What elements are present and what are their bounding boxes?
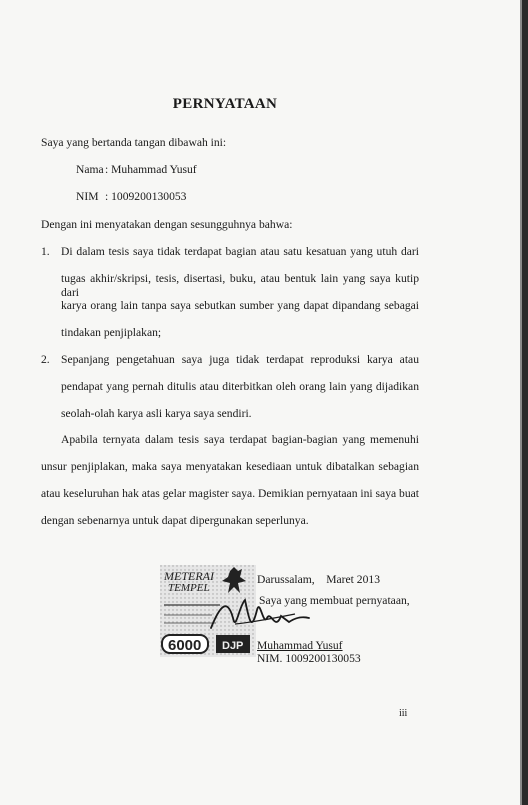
list-item-line: karya orang lain tanpa saya sebutkan sumber yang dapat dipandang sebagai (61, 299, 419, 312)
nim-value: : 1009200130053 (105, 190, 187, 203)
list-item-line: pendapat yang pernah ditulis atau diterbitkan oleh orang lain yang dijadikan (61, 380, 419, 393)
intro-text: Saya yang bertanda tangan dibawah ini: (41, 136, 227, 149)
page-edge (522, 0, 528, 805)
list-item-line: seolah-olah karya asli karya saya sendiri. (61, 407, 252, 420)
list-item-line: Sepanjang pengetahuan saya juga tidak terdapat reproduksi karya atau (61, 353, 419, 366)
list-item-line: Di dalam tesis saya tidak terdapat bagian atau satu kesatuan yang utuh dari (61, 245, 419, 258)
signature-caption: Saya yang membuat pernyataan, (259, 594, 410, 607)
stamp-code: DJP (222, 640, 244, 652)
page-number: iii (399, 708, 408, 719)
signer-name: Muhammad Yusuf (257, 639, 343, 652)
closing-line: Apabila ternyata dalam tesis saya terdapat bagian-bagian yang memenuhi (61, 433, 419, 446)
list-item-number: 1. (41, 245, 50, 258)
page-title: PERNYATAAN (172, 96, 278, 112)
closing-line: dengan sebenarnya untuk dapat dipergunakan seperlunya. (41, 514, 309, 527)
list-item-line: tindakan penjiplakan; (61, 326, 162, 339)
list-item-line: tugas akhir/skripsi, tesis, disertasi, buku, atau bentuk lain yang saya kutip dari (61, 272, 419, 299)
list-item-number: 2. (41, 353, 50, 366)
statement-lead: Dengan ini menyatakan dengan sesungguhnya bahwa: (41, 218, 293, 231)
stamp-text-2: TEMPEL (168, 582, 210, 594)
place-date: Darussalam, Maret 2013 (257, 573, 380, 586)
stamp-value: 6000 (168, 637, 202, 654)
nim-label: NIM (76, 190, 99, 203)
stamp-text-1: METERAI (164, 569, 214, 583)
closing-line: atau keseluruhan hak atas gelar magister saya. Demikian pernyataan ini saya buat (41, 487, 419, 500)
signer-nim: NIM. 1009200130053 (257, 652, 361, 665)
handwritten-signature (205, 588, 315, 642)
name-label: Nama (76, 163, 104, 176)
closing-line: unsur penjiplakan, maka saya menyatakan kesediaan untuk dibatalkan sebagian (41, 460, 419, 473)
name-value: : Muhammad Yusuf (105, 163, 197, 176)
